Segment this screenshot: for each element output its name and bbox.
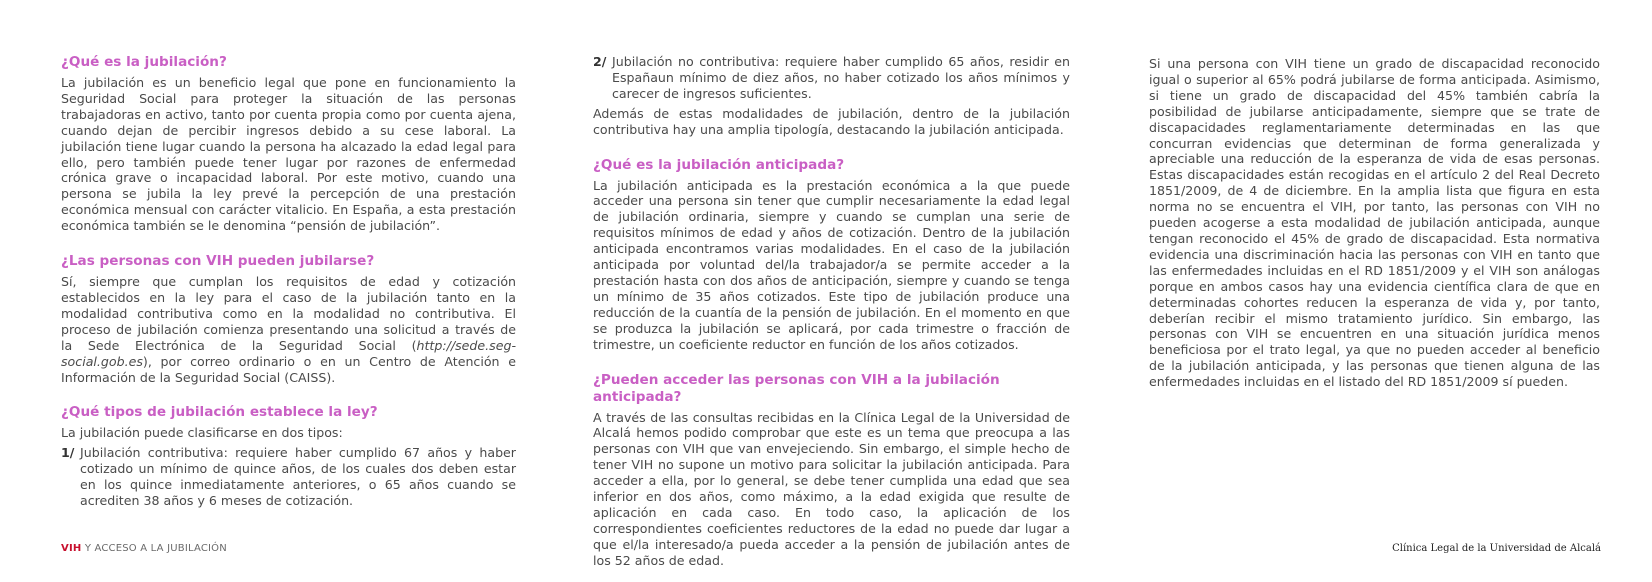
footer-document-title [61,543,227,554]
paragraph-que-es-jubilacion: La jubilación es un beneficio legal que pone en funcionamiento la Seguridad Social para proteger la situación de las personas trabajadoras en activo, tanto por cuenta propia como por cuenta ajena, cuando dejan de percibir ingresos debido a su cese laboral. La jubilación tiene lugar cuando la persona ha alcazado la edad legal para ello, pero también puede tener lugar por razones de enfermedad crónica grave o incapacidad laboral. Por este motivo, cuando una persona se jubila la ley prevé la percepción de una prestación económica mensual con carácter vitalicio. En España, a esta prestación económica también se le denomina “pensión de jubilación”. [61,75,516,234]
heading-que-es-jubilacion: ¿Qué es la jubilación? [61,54,227,70]
paragraph-vih-pueden-jubilarse [61,274,516,385]
column-3 [1149,56,1600,390]
list-item-text: Jubilación contributiva: requiere haber cumplido 67 años y haber cotizado un mínimo de quince años, de los cuales dos deben estar en los quince inmediatamente anteriores, o 65 años cuando se acrediten 38 años y 6 meses de cotización. [80,445,516,509]
sede-electronica-link[interactable]: http://sede.seg-social.gob.es [61,337,516,369]
heading-jubilacion-anticipada: ¿Qué es la jubilación anticipada? [593,156,845,173]
paragraph-text: ), por correo ordinario o en un Centro de Atención e Información de la Seguridad Social (CAISS). [61,353,516,385]
list-item-text: Jubilación no contributiva: requiere haber cumplido 65 años, residir en Españaun mínimo de diez años, no haber cotizado los años mínimos y carecer de ingresos suficientes. [612,54,1070,101]
footer-organization: Clínica Legal de la Universidad de Alcalá [1392,543,1601,554]
heading-tipos-jubilacion: ¿Qué tipos de jubilación establece la ley? [61,404,378,421]
paragraph-text: Sí, siempre que cumplan los requisitos de edad y cotización establecidos en la ley para el caso de la jubilación tanto en la modalidad contributiva como en la modalidad no contributiva. El proceso de jubilación comienza presentando una solicitud a través de la Sede Electrónica de la Seguridad Social ( [61,274,516,353]
heading-vih-anticipada: ¿Pueden acceder las personas con VIH a la jubilación anticipada? [593,371,1000,405]
heading-vih-pueden-jubilarse: ¿Las personas con VIH pueden jubilarse? [61,253,375,270]
paragraph-discapacidad: Si una persona con VIH tiene un grado de discapacidad reconocido igual o superior al 65% podrá jubilarse de forma anticipada. Asimismo, si tiene un grado de discapacidad del 45% también cabría la posibilidad de jubilarse anticipadamente, siempre que se trate de discapacidades reglamentariamente determinadas en las que concurran evidencias que determinan de forma generalizada y apreciable una reducción de la esperanza de vida de esas personas. Estas discapacidades están recogidas en el artículo 2 del Real Decreto 1851/2009, de 4 de diciembre. En la amplia lista que figura en esta norma no se encuentra el VIH, por tanto, las personas con VIH no pueden acogerse a esta modalidad de jubilación anticipada, aunque tengan reconocido el 45% de grado de discapacidad. Esta normativa evidencia una discriminación hacia las personas con VIH en tanto que las enfermedades incluidas en el RD 1851/2009 y el VIH son análogas porque en ambos casos hay una evidencia científica clara de que en determinadas cohortes reducen la esperanza de vida y, por tanto, deberían recibir el mismo tratamiento jurídico. Sin embargo, las personas con VIH se encuentren en una situación jurídica menos beneficiosa por el trato legal, ya que no pueden acceder al beneficio de la jubilación anticipada, y las personas que tienen alguna de las enfermedades incluidas en el listado del RD 1851/2009 sí pueden. [1149,56,1600,390]
paragraph-vih-anticipada: A través de las consultas recibidas en la Clínica Legal de la Universidad de Alcalá hemos podido comprobar que este es un tema que preocupa a las personas con VIH que van envejeciendo. Sin embargo, el simple hecho de tener VIH no supone un motivo para solicitar la jubilación anticipada. Para acceder a ella, por lo general, se debe tener cumplida una edad que sea inferior en dos años, como máximo, a la edad exigida que resulte de aplicación en cada caso. En todo caso, la aplicación de los correspondientes coeficientes reductores de la edad no puede dar lugar a que el/la interesado/a pueda acceder a la pensión de jubilación antes de los 52 años de edad. [593,409,1070,568]
column-2 [593,54,1070,569]
footer-accent: VIH [61,543,82,554]
list-item-no-contributiva [593,54,1070,102]
list-number: 2/ [593,54,607,69]
column-1 [61,54,516,509]
paragraph-modalidades: Además de estas modalidades de jubilación, dentro de la jubilación contributiva hay una amplia tipología, destacando la jubilación anticipada. [593,105,1070,137]
footer-title-text: Y ACCESO A LA JUBILACIÓN [81,543,227,554]
list-number: 1/ [61,445,75,461]
paragraph-tipos-intro: La jubilación puede clasificarse en dos tipos: [61,425,343,441]
paragraph-jubilacion-anticipada: La jubilación anticipada es la prestación económica a la que puede acceder una persona sin tener que cumplir necesariamente la edad legal de jubilación ordinaria, siempre y cuando se cumplan una serie de requisitos mínimos de edad y años de cotización. Dentro de la jubilación anticipada encontramos varias modalidades. En el caso de la jubilación anticipada por voluntad del/la trabajador/a se permite acceder a la prestación hasta con dos años de anticipación, siempre y cuando se tenga un mínimo de 35 años cotizados. Este tipo de jubilación produce una reducción de la cuantía de la pensión de jubilación. En el momento en que se produzca la jubilación se aplicará, por cada trimestre o fracción de trimestre, un coeficiente reductor en función de los años cotizados. [593,177,1070,352]
list-item-contributiva [61,445,516,509]
